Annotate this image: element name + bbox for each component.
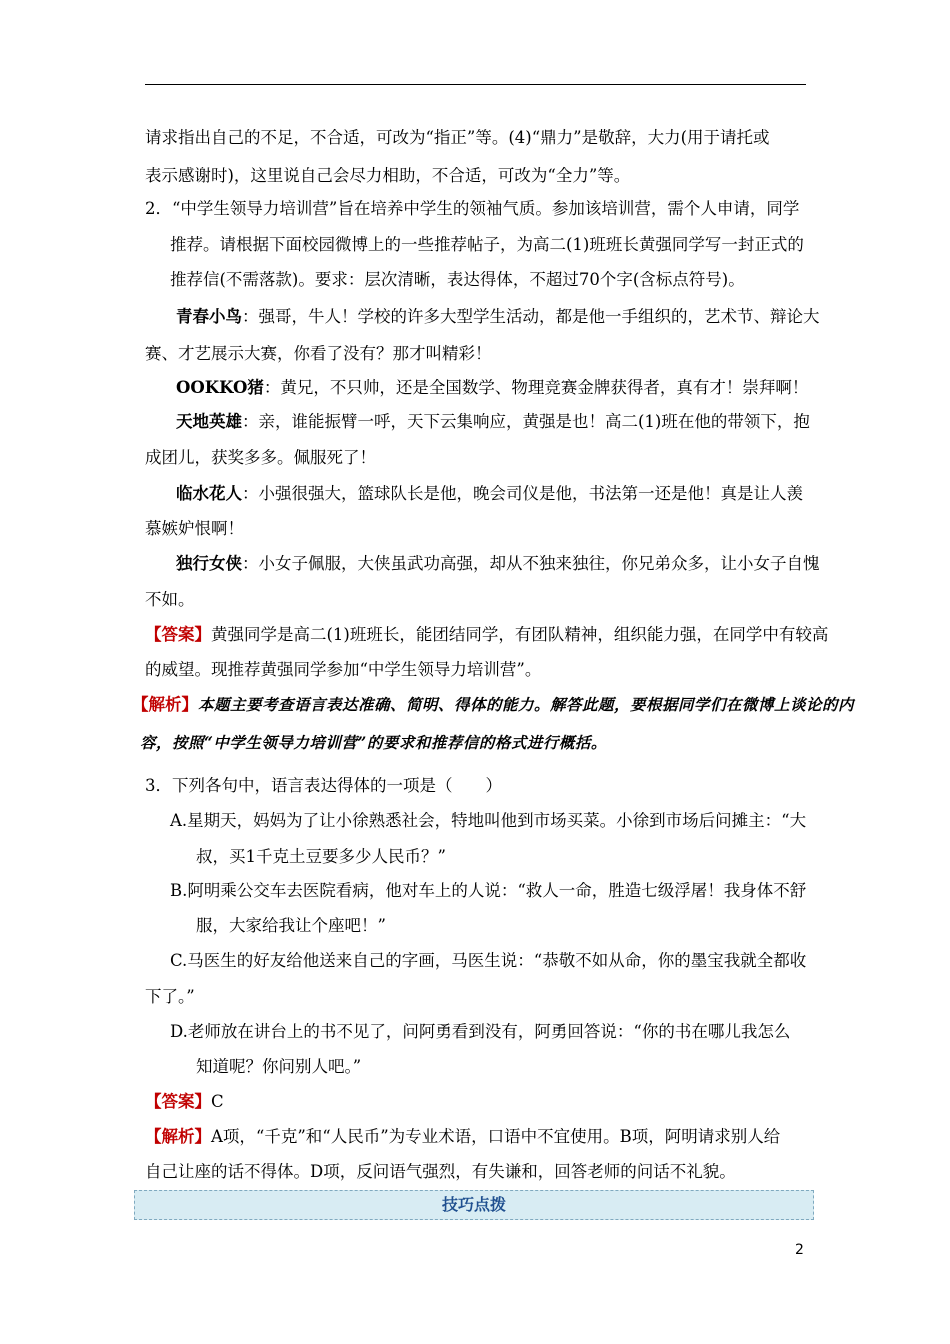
q2-stem-line-3: 推荐信(不需落款)。要求：层次清晰，表达得体，不超过70个字(含标点符号)。 [170, 270, 745, 289]
post-author: OOKKO猪 [176, 378, 264, 397]
continuation-line-1: 请求指出自己的不足，不合适，可改为“指正”等。(4)“鼎力”是敬辞，大力(用于请托或 [145, 128, 770, 147]
answer-label: 【答案】 [145, 625, 211, 644]
q3-option-c-line-2: 下了。” [145, 987, 195, 1006]
section-banner: 技巧点拨 [134, 1190, 814, 1220]
header-rule [145, 84, 806, 85]
post-1-line-1: 青春小鸟：强哥，牛人！学校的许多大型学生活动，都是他一手组织的，艺术节、辩论大 [176, 307, 820, 326]
q2-analysis-line-2: 容，按照“中学生领导力培训营”的要求和推荐信的格式进行概括。 [140, 733, 607, 752]
analysis-label: 【解析】 [145, 1127, 211, 1146]
q2-answer-line-2: 的威望。现推荐黄强同学参加“中学生领导力培训营”。 [145, 660, 542, 679]
q2-stem-line-2: 推荐。请根据下面校园微博上的一些推荐帖子，为高二(1)班班长黄强同学写一封正式的 [170, 235, 804, 254]
q3-option-b-line-1: B.阿明乘公交车去医院看病，他对车上的人说：“救人一命，胜造七级浮屠！我身体不舒 [170, 881, 807, 900]
post-5-line-1: 独行女侠：小女子佩服，大侠虽武功高强，却从不独来独往，你兄弟众多，让小女子自愧 [176, 554, 820, 573]
answer-label: 【答案】 [145, 1092, 211, 1111]
q3-option-d-line-1: D.老师放在讲台上的书不见了，问阿勇看到没有，阿勇回答说：“你的书在哪儿我怎么 [170, 1022, 791, 1041]
page-number: 2 [795, 1242, 804, 1258]
analysis-label: 【解析】 [132, 695, 198, 714]
q3-option-b-line-2: 服，大家给我让个座吧！” [196, 916, 386, 935]
q2-stem-line-1: 2．“中学生领导力培训营”旨在培养中学生的领袖气质。参加该培训营，需个人申请，同学 [145, 199, 800, 218]
post-1-line-2: 赛、才艺展示大赛，你看了没有？那才叫精彩！ [145, 344, 492, 363]
post-3-line-2: 成团儿，获奖多多。佩服死了！ [145, 448, 376, 467]
post-4-line-1: 临水花人：小强很强大，篮球队长是他，晚会司仪是他，书法第一还是他！真是让人羡 [176, 484, 803, 503]
q3-answer: 【答案】C [145, 1092, 224, 1111]
post-author: 天地英雄 [176, 412, 242, 431]
q3-option-c-line-1: C.马医生的好友给他送来自己的字画，马医生说：“恭敬不如从命，你的墨宝我就全都收 [170, 951, 807, 970]
q3-analysis-line-2: 自己让座的话不得体。D项，反问语气强烈，有失谦和，回答老师的问话不礼貌。 [145, 1162, 736, 1181]
q3-option-a-line-2: 叔，买1千克土豆要多少人民币？” [196, 847, 446, 866]
continuation-line-2: 表示感谢时)，这里说自己会尽力相助，不合适，可改为“全力”等。 [145, 166, 631, 185]
post-2-line-1: OOKKO猪：黄兄，不只帅，还是全国数学、物理竞赛金牌获得者，真有才！崇拜啊！ [176, 378, 809, 397]
q2-analysis-line-1: 【解析】本题主要考查语言表达准确、简明、得体的能力。解答此题，要根据同学们在微博上谈论的内 [132, 695, 855, 714]
q2-answer-line-1: 【答案】黄强同学是高二(1)班班长，能团结同学，有团队精神，组织能力强，在同学中有较高 [145, 625, 829, 644]
q3-option-d-line-2: 知道呢？你问别人吧。” [196, 1057, 362, 1076]
post-author: 独行女侠 [176, 554, 242, 573]
post-4-line-2: 慕嫉妒恨啊！ [145, 519, 244, 538]
q3-option-a-line-1: A.星期天，妈妈为了让小徐熟悉社会，特地叫他到市场买菜。小徐到市场后问摊主：“大 [170, 811, 807, 830]
post-author: 青春小鸟 [176, 307, 242, 326]
post-5-line-2: 不如。 [145, 590, 195, 609]
q3-analysis-line-1: 【解析】A项，“千克”和“人民币”为专业术语，口语中不宜使用。B项，阿明请求别人给 [145, 1127, 781, 1146]
post-3-line-1: 天地英雄：亲，谁能振臂一呼，天下云集响应，黄强是也！高二(1)班在他的带领下，抱 [176, 412, 810, 431]
post-author: 临水花人 [176, 484, 242, 503]
q3-stem: 3．下列各句中，语言表达得体的一项是（ ） [145, 776, 502, 795]
